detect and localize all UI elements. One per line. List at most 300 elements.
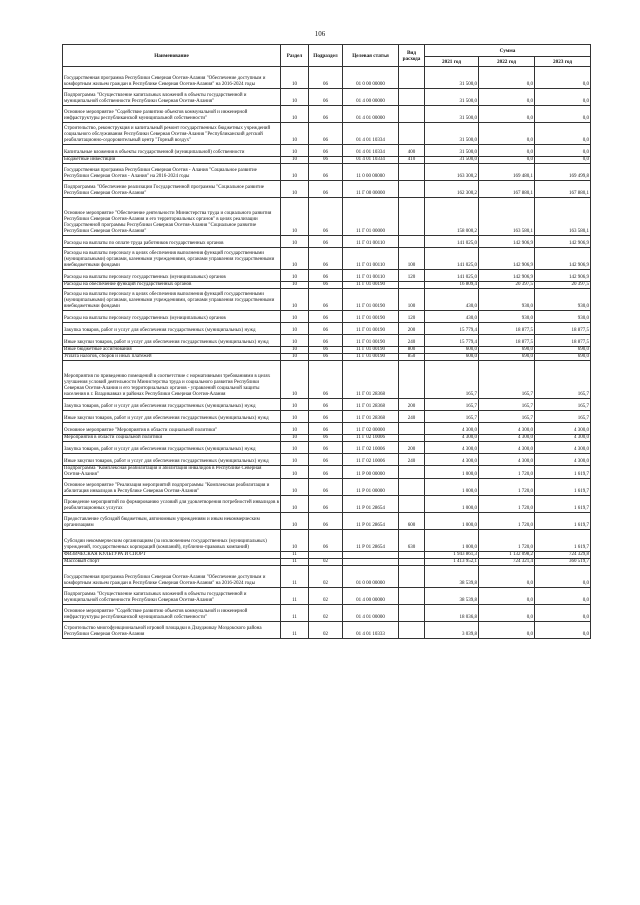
row-sum-2022: 4 300,0 [479,442,535,454]
row-razdel: 10 [281,289,309,311]
row-name: Бюджетные инвестиции [63,157,281,164]
row-sum-2023: 20 397,5 [535,282,591,289]
row-razdel: 10 [281,248,309,270]
row-vid [399,361,425,399]
row-name: Подпрограмма "Осуществление капитальных вложений в объекты государственной и муниципальной собственности Республики Северная Осетия-Алания" [63,588,281,605]
header-podrazdel: Подраздел [309,45,343,67]
row-sum-2021: 1 943 861,3 [425,552,479,559]
row-sum-2022: 690,0 [479,347,535,354]
row-razdel: 10 [281,311,309,323]
row-sum-2021: 31 500,0 [425,145,479,157]
row-target: 01 4 01 00000 [343,106,399,123]
row-sum-2021: 38 539,8 [425,588,479,605]
row-vid [399,123,425,145]
row-sum-2023: 1 619,7 [535,496,591,513]
row-sum-2023: 142 906,9 [535,270,591,282]
row-name: Государственная программа Республики Северная Осетия - Алания "Социальное развитие Республики Северная Осетия - Алания" на 2016-2024 годы [63,164,281,181]
row-sum-2023: 18 877,5 [535,323,591,335]
row-sum-2022: 165,7 [479,361,535,399]
table-row [63,552,591,559]
row-sum-2023: 0,0 [535,157,591,164]
row-vid [399,622,425,639]
row-sum-2021: 158 000,2 [425,198,479,236]
row-vid: 850 [399,354,425,361]
header-razdel: Раздел [281,45,309,67]
row-razdel: 10 [281,454,309,466]
table-row [63,566,591,588]
row-sum-2021: 141 025,0 [425,236,479,248]
budget-table [62,44,591,639]
row-sum-2023: 165,7 [535,411,591,423]
row-podrazdel: 06 [309,454,343,466]
row-vid: 240 [399,454,425,466]
row-name: Основное мероприятие "Мероприятия в области социальной политики" [63,423,281,435]
row-name: Иные закупки товаров, работ и услуг для обеспечения государственных (муниципальных) нужд [63,411,281,423]
row-podrazdel: 06 [309,67,343,89]
row-sum-2021: 1 000,0 [425,496,479,513]
row-podrazdel: 06 [309,198,343,236]
row-podrazdel: 06 [309,248,343,270]
row-razdel: 10 [281,361,309,399]
row-podrazdel: 06 [309,311,343,323]
row-razdel: 10 [281,181,309,198]
row-sum-2023: 0,0 [535,622,591,639]
row-sum-2022: 0,0 [479,566,535,588]
row-sum-2021: 1 000,0 [425,466,479,479]
row-target: 01 4 01 00000 [343,605,399,622]
row-podrazdel: 06 [309,236,343,248]
row-name: Основное мероприятие "Содействие развитию объектов коммунальной и инженерной инфраструктуры республиканской муниципальной собственности" [63,605,281,622]
row-sum-2021: 1 000,0 [425,479,479,496]
table-row [63,236,591,248]
row-vid [399,559,425,566]
row-razdel: 10 [281,479,309,496]
row-sum-2023: 1 619,7 [535,513,591,530]
row-sum-2022: 142 906,9 [479,236,535,248]
row-target: 11 Г 01 00190 [343,289,399,311]
row-razdel: 10 [281,442,309,454]
row-podrazdel: 06 [309,270,343,282]
row-razdel: 11 [281,622,309,639]
row-name: Расходы на обеспечение функций государственных органов [63,282,281,289]
row-sum-2021: 4 300,0 [425,423,479,435]
row-sum-2022: 0,0 [479,106,535,123]
row-razdel: 10 [281,282,309,289]
table-row [63,145,591,157]
table-header [63,45,591,67]
row-target: 11 Г 01 28368 [343,411,399,423]
row-razdel: 10 [281,323,309,335]
table-row [63,335,591,347]
row-podrazdel: 06 [309,513,343,530]
row-sum-2023: 163 580,1 [535,198,591,236]
row-name: ФИЗИЧЕСКАЯ КУЛЬТУРА И СПОРТ [63,552,281,559]
row-razdel: 10 [281,89,309,106]
row-sum-2021: 3 039,8 [425,622,479,639]
row-podrazdel: 06 [309,496,343,513]
row-target: 11 Г 01 00190 [343,282,399,289]
row-razdel: 10 [281,411,309,423]
row-sum-2023: 169 499,8 [535,164,591,181]
row-target: 11 0 00 00000 [343,164,399,181]
row-sum-2022: 167 880,1 [479,181,535,198]
table-row [63,442,591,454]
header-2023: 2023 год [535,57,591,67]
row-target: 11 Г 02 10006 [343,435,399,442]
row-target: 11 Г 01 00190 [343,323,399,335]
row-name: Основное мероприятие "Обеспечение деятельности Министерства труда и социального развития Республики Северная Осетия-Алания и его территориальных органов" в целях реализации Государственной программы Республики Северная Осетия-Алания "Социальное развитие Республики Северная Осетия-Алания" [63,198,281,236]
row-target: 11 Г 01 00190 [343,354,399,361]
table-row [63,513,591,530]
row-vid [399,605,425,622]
row-target: 11 Г 01 28368 [343,361,399,399]
row-name: Государственная программа Республики Северная Осетия-Алания "Обеспечение доступным и комфортным жильем граждан в Республике Северная Осетия-Алания" на 2016-2024 годы [63,566,281,588]
table-row [63,106,591,123]
row-name: Закупка товаров, работ и услуг для обеспечения государственных (муниципальных) нужд [63,399,281,411]
row-razdel: 10 [281,164,309,181]
header-2021: 2021 год [425,57,479,67]
row-sum-2022: 930,0 [479,311,535,323]
row-razdel: 10 [281,354,309,361]
table-row [63,181,591,198]
table-row [63,605,591,622]
row-sum-2022: 1 720,0 [479,479,535,496]
header-2022: 2022 год [479,57,535,67]
row-sum-2022: 0,0 [479,89,535,106]
row-razdel: 10 [281,530,309,552]
row-target: 11 Г 02 00000 [343,423,399,435]
row-podrazdel: 02 [309,605,343,622]
row-sum-2022: 0,0 [479,67,535,89]
row-sum-2022: 4 300,0 [479,454,535,466]
row-razdel: 10 [281,198,309,236]
row-name: Основное мероприятие "Содействие развитию объектов коммунальной и инженерной инфраструктуры республиканской муниципальной собственности" [63,106,281,123]
row-sum-2022: 724 321,4 [479,559,535,566]
row-sum-2023: 0,0 [535,566,591,588]
row-sum-2023: 4 300,0 [535,435,591,442]
row-razdel: 10 [281,145,309,157]
row-razdel: 11 [281,552,309,559]
row-vid [399,435,425,442]
row-sum-2021: 16 809,4 [425,282,479,289]
row-sum-2022: 930,0 [479,289,535,311]
row-target: 11 Г 01 00190 [343,335,399,347]
table-row [63,622,591,639]
row-podrazdel: 06 [309,181,343,198]
row-sum-2022: 18 877,5 [479,323,535,335]
row-sum-2022: 0,0 [479,123,535,145]
table-row [63,354,591,361]
row-target [343,559,399,566]
row-target: 11 Г 01 00110 [343,270,399,282]
row-vid: 800 [399,347,425,354]
row-sum-2022: 165,7 [479,411,535,423]
row-name: Предоставление субсидий бюджетным, автономным учреждениям и иным некоммерческим организациям [63,513,281,530]
row-target: 11 Г 01 00110 [343,236,399,248]
row-sum-2021: 31 500,0 [425,157,479,164]
table-row [63,466,591,479]
row-target: 11 Г 02 10006 [343,454,399,466]
row-sum-2023: 1 619,7 [535,530,591,552]
row-sum-2023: 0,0 [535,145,591,157]
row-vid [399,566,425,588]
row-podrazdel: 06 [309,435,343,442]
row-vid: 600 [399,513,425,530]
row-sum-2021: 31 500,0 [425,89,479,106]
row-target: 11 Г 01 00190 [343,311,399,323]
table-row [63,323,591,335]
row-sum-2021: 31 500,0 [425,106,479,123]
row-sum-2023: 142 906,9 [535,248,591,270]
row-name: Субсидии некоммерческим организациям (за исключением государственных (муниципальных) учреждений, государственных корпораций (компаний), публично-правовых компаний) [63,530,281,552]
row-sum-2022: 1 720,0 [479,530,535,552]
table-row [63,530,591,552]
row-target: 11 Р 01 00000 [343,479,399,496]
row-podrazdel: 06 [309,442,343,454]
row-podrazdel: 06 [309,89,343,106]
row-target: 11 Г 00 00000 [343,181,399,198]
row-name: Основное мероприятие "Реализация мероприятий подпрограммы "Комплексная реабилитация и абилитация инвалидов в Республике Северная Осетия-Алания" [63,479,281,496]
row-sum-2023: 0,0 [535,106,591,123]
row-podrazdel: 06 [309,354,343,361]
row-target [343,552,399,559]
row-sum-2023: 142 906,9 [535,236,591,248]
row-razdel: 11 [281,588,309,605]
table-row [63,361,591,399]
row-sum-2022: 0,0 [479,622,535,639]
row-podrazdel: 06 [309,106,343,123]
row-sum-2023: 1 619,7 [535,479,591,496]
row-podrazdel: 02 [309,588,343,605]
row-name: Уплата налогов, сборов и иных платежей [63,354,281,361]
row-podrazdel: 06 [309,145,343,157]
row-sum-2021: 165,7 [425,361,479,399]
header-name: Наименование [63,45,281,67]
row-target: 01 4 01 10334 [343,157,399,164]
row-sum-2022: 165,7 [479,399,535,411]
row-vid: 120 [399,311,425,323]
row-vid: 240 [399,411,425,423]
row-vid: 120 [399,270,425,282]
row-sum-2022: 4 300,0 [479,435,535,442]
row-sum-2023: 930,0 [535,311,591,323]
header-sum: Сумма [425,45,591,57]
row-podrazdel: 06 [309,530,343,552]
row-name: Расходы на выплаты персоналу в целях обеспечения выполнения функций государственными (муниципальными) органами, казенными учреждениями, органами управления государственными внебюджетными фондами [63,289,281,311]
row-sum-2021: 4 300,0 [425,435,479,442]
row-sum-2021: 1 000,0 [425,530,479,552]
row-sum-2022: 18 877,5 [479,335,535,347]
row-sum-2023: 167 880,1 [535,181,591,198]
row-vid [399,181,425,198]
row-sum-2021: 15 779,4 [425,335,479,347]
row-sum-2022: 1 720,0 [479,466,535,479]
table-body [63,67,591,639]
row-name: Капитальные вложения в объекты государственной (муниципальной) собственности [63,145,281,157]
row-podrazdel: 06 [309,361,343,399]
row-sum-2021: 163 300,2 [425,164,479,181]
row-razdel: 11 [281,559,309,566]
row-sum-2021: 165,7 [425,411,479,423]
row-vid: 200 [399,399,425,411]
row-sum-2021: 15 779,4 [425,323,479,335]
row-sum-2023: 4 300,0 [535,454,591,466]
row-target: 01 0 00 00000 [343,566,399,588]
row-vid: 200 [399,323,425,335]
table-row [63,347,591,354]
row-vid [399,466,425,479]
table-row [63,454,591,466]
row-razdel: 10 [281,123,309,145]
row-name: Расходы на выплаты персоналу государственных (муниципальных) органов [63,311,281,323]
row-sum-2022: 0,0 [479,145,535,157]
row-podrazdel: 02 [309,622,343,639]
table-row [63,311,591,323]
table-row [63,496,591,513]
row-name: Подпрограмма "Комплексная реабилитация и абилитация инвалидов в Республике Северная Осетия-Алания" [63,466,281,479]
row-sum-2023: 0,0 [535,123,591,145]
row-target: 11 Г 01 28368 [343,399,399,411]
row-target: 11 Р 01 28654 [343,530,399,552]
row-target: 01 4 00 00000 [343,89,399,106]
row-podrazdel: 06 [309,335,343,347]
table-row [63,411,591,423]
header-vid: Вид расхода [399,45,425,67]
row-sum-2022: 142 906,9 [479,248,535,270]
row-sum-2021: 600,0 [425,354,479,361]
row-target: 11 Р 01 28654 [343,496,399,513]
row-razdel: 10 [281,106,309,123]
row-sum-2023: 0,0 [535,89,591,106]
row-vid: 240 [399,335,425,347]
row-podrazdel: 02 [309,559,343,566]
row-target: 01 4 01 10334 [343,145,399,157]
row-sum-2023: 18 877,5 [535,335,591,347]
row-sum-2022: 169 480,1 [479,164,535,181]
row-name: Иные закупки товаров, работ и услуг для обеспечения государственных (муниципальных) нужд [63,335,281,347]
row-vid [399,236,425,248]
row-sum-2023: 360 519,7 [535,559,591,566]
row-sum-2023: 165,7 [535,399,591,411]
table-row [63,559,591,566]
table-row [63,588,591,605]
row-sum-2022: 142 906,9 [479,270,535,282]
row-podrazdel: 06 [309,399,343,411]
row-podrazdel: 06 [309,282,343,289]
row-name: Закупка товаров, работ и услуг для обеспечения государственных (муниципальных) нужд [63,323,281,335]
row-sum-2021: 430,0 [425,311,479,323]
row-target: 01 4 01 10333 [343,622,399,639]
row-sum-2021: 162 300,2 [425,181,479,198]
row-sum-2021: 38 539,8 [425,566,479,588]
row-vid [399,67,425,89]
row-podrazdel: 06 [309,423,343,435]
row-sum-2022: 1 132 098,2 [479,552,535,559]
row-sum-2022: 0,0 [479,605,535,622]
row-razdel: 11 [281,566,309,588]
row-name: Подпрограмма "Обеспечение реализации Государственной программы "Социальное развитие Республики Северная Осетия-Алания" [63,181,281,198]
row-name: Иные закупки товаров, работ и услуг для обеспечения государственных (муниципальных) нужд [63,454,281,466]
row-name: Расходы на выплаты персоналу государственных (муниципальных) органов [63,270,281,282]
row-target: 11 Р 01 28654 [343,513,399,530]
table-row [63,89,591,106]
row-razdel: 10 [281,496,309,513]
row-sum-2021: 165,7 [425,399,479,411]
row-razdel: 10 [281,335,309,347]
row-razdel: 11 [281,605,309,622]
row-name: Строительство, реконструкция и капитальный ремонт государственных бюджетных учреждений социального обслуживания Республики Северная Осетия-Алания "Республиканский детский реабилитационно-оздоровительный центр "Горный воздух" [63,123,281,145]
row-razdel: 10 [281,67,309,89]
row-name: Мероприятия по приведению помещений в соответствие с нормативными требованиями в целях улучшения условий деятельности Министерства труда и социального развития Республики Северная Осетия-Алания и его территориальных органов - управлений социальной защиты населения в г. Владикавказ и районах Республики Северная Осетия-Алания [63,361,281,399]
row-sum-2023: 724 329,8 [535,552,591,559]
table-row [63,164,591,181]
row-target: 01 0 00 00000 [343,67,399,89]
table-row [63,435,591,442]
table-row [63,282,591,289]
row-target: 01 4 00 00000 [343,588,399,605]
row-sum-2021: 430,0 [425,289,479,311]
row-target: 01 4 01 10334 [343,123,399,145]
row-vid [399,588,425,605]
row-name: Проведение мероприятий по формированию условий для удовлетворения потребностей инвалидов в реабилитационных услугах [63,496,281,513]
row-podrazdel: 06 [309,411,343,423]
row-sum-2021: 31 500,0 [425,123,479,145]
row-vid: 400 [399,145,425,157]
row-sum-2023: 4 300,0 [535,442,591,454]
row-razdel: 10 [281,435,309,442]
row-name: Закупка товаров, работ и услуг для обеспечения государственных (муниципальных) нужд [63,442,281,454]
row-sum-2021: 31 500,0 [425,67,479,89]
row-sum-2021: 4 300,0 [425,454,479,466]
row-vid [399,106,425,123]
row-name: Расходы на выплаты по оплате труда работников государственных органов [63,236,281,248]
row-sum-2021: 141 025,0 [425,270,479,282]
row-sum-2023: 690,0 [535,347,591,354]
row-name: Подпрограмма "Осуществление капитальных вложений в объекты государственной и муниципальной собственности Республики Северная Осетия-Алания" [63,89,281,106]
row-sum-2022: 1 720,0 [479,496,535,513]
row-vid: 100 [399,289,425,311]
row-name: Расходы на выплаты персоналу в целях обеспечения выполнения функций государственными (муниципальными) органами, казенными учреждениями, органами управления государственными внебюджетными фондами [63,248,281,270]
row-podrazdel: 02 [309,566,343,588]
row-sum-2023: 0,0 [535,67,591,89]
row-sum-2023: 165,7 [535,361,591,399]
row-name: Мероприятия в области социальной политики [63,435,281,442]
table-row [63,157,591,164]
table-row [63,423,591,435]
row-podrazdel: 06 [309,323,343,335]
row-razdel: 10 [281,270,309,282]
row-razdel: 10 [281,236,309,248]
table-row [63,270,591,282]
table-row [63,399,591,411]
row-target: 11 Г 02 10006 [343,442,399,454]
row-sum-2021: 141 025,0 [425,248,479,270]
row-sum-2021: 1 413 952,1 [425,559,479,566]
row-vid: 200 [399,442,425,454]
row-podrazdel: 06 [309,479,343,496]
header-target: Целевая статья [343,45,399,67]
row-vid [399,423,425,435]
row-podrazdel [309,552,343,559]
row-sum-2022: 20 397,5 [479,282,535,289]
row-name: Государственная программа Республики Северная Осетия-Алания "Обеспечение доступным и комфортным жильем граждан в Республике Северная Осетия-Алания" на 2016-2024 годы [63,67,281,89]
row-podrazdel: 06 [309,289,343,311]
row-podrazdel: 06 [309,123,343,145]
row-podrazdel: 06 [309,466,343,479]
row-target: 11 Г 01 00190 [343,347,399,354]
row-podrazdel: 06 [309,347,343,354]
row-vid: 100 [399,248,425,270]
